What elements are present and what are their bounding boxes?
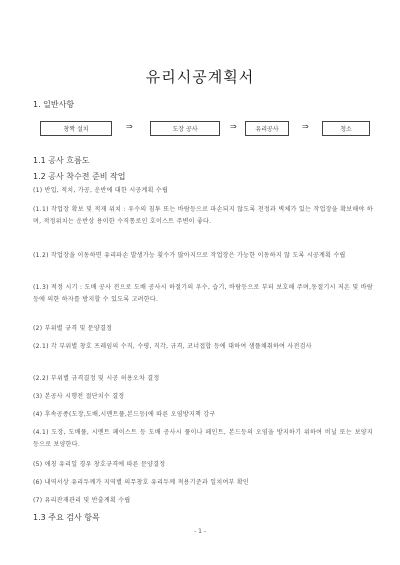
list-item: (1.1) 작업장 확보 및 적재 위치 : 우수의 침투 또는 바람등으로 파손되지 않도록 천정과 벽체가 있는 작업장을 확보해야 하며, 적정위치는 운반상 용이한 수직통로인 호이스트 주변이 좋다. bbox=[33, 206, 373, 225]
list-item: (5) 애칭 유리일 경우 창호규격에 따른 문양결정 bbox=[33, 461, 166, 468]
flow-step-cleaning: 청소 bbox=[322, 121, 370, 136]
page-number: - 1 - bbox=[194, 528, 206, 535]
list-item: (2.1) 각 부위별 창호 프레임의 수직, 수평, 직각, 규격, 코너접합 등에 대하여 샘플채취하여 사전검사 bbox=[33, 343, 312, 350]
flow-step-painting: 도장 공사 bbox=[150, 121, 220, 136]
list-item: (4) 후속공종(도장,도배,시멘트풀,본드등)에 따른 오염방지책 강구 bbox=[33, 411, 216, 418]
flow-step-window-install: 창짝 설치 bbox=[40, 121, 112, 136]
heading-1-2: 1.2 공사 착수전 준비 작업 bbox=[33, 172, 126, 181]
heading-1-3: 1.3 주요 검사 항목 bbox=[33, 513, 100, 522]
section-heading-general: 1. 일반사항 bbox=[33, 100, 75, 109]
list-item: (6) 내역서상 유리두께가 지역별 의무창호 유리두께 적용기준과 일치여부 확인 bbox=[33, 479, 250, 486]
list-item: (3) 본공사 시행전 절단치수 결정 bbox=[33, 393, 125, 400]
list-item: (1) 반입, 적치, 가공, 운반에 대한 시공계획 수립 bbox=[33, 187, 169, 194]
process-flow bbox=[40, 121, 370, 137]
heading-1-1: 1.1 공사 흐름도 bbox=[33, 156, 90, 165]
arrow-icon: ⇒ bbox=[126, 122, 133, 131]
flow-step-glass-work: 유리공사 bbox=[245, 121, 289, 136]
document-title: 유리시공계획서 bbox=[145, 68, 255, 86]
list-item: (2.2) 부위별 규격결정 및 시공 허용오차 결정 bbox=[33, 375, 160, 382]
arrow-icon: ⇒ bbox=[302, 122, 309, 131]
list-item: (7) 유리잔재관리 및 반출계획 수립 bbox=[33, 497, 131, 504]
list-item: (1.2) 작업장을 이동하면 유리파손 발생가능 횟수가 많아지므로 작업장은 가능한 이동하지 않 도록 시공계획 수립 bbox=[33, 252, 346, 259]
list-item: (1.3) 적정 시기 : 도배 공사 전으로 도배 공사시 하절기의 우수, 습기, 바람등으로 부터 보호해 주며,동절기시 저온 및 바람등에 의한 하자를 방지할 수 있도록 고려한다. bbox=[33, 284, 373, 303]
list-item: (2) 부위별 규격 및 문양결정 bbox=[33, 325, 113, 332]
list-item: (4.1) 도장, 도배풀, 시멘트 페이스트 등 도배 공사시 풀이나 페인트, 본드등의 오염을 방지하기 위하여 비닐 또는 보양지 등으로 보양한다. bbox=[33, 429, 373, 448]
arrow-icon: ⇒ bbox=[230, 122, 237, 131]
